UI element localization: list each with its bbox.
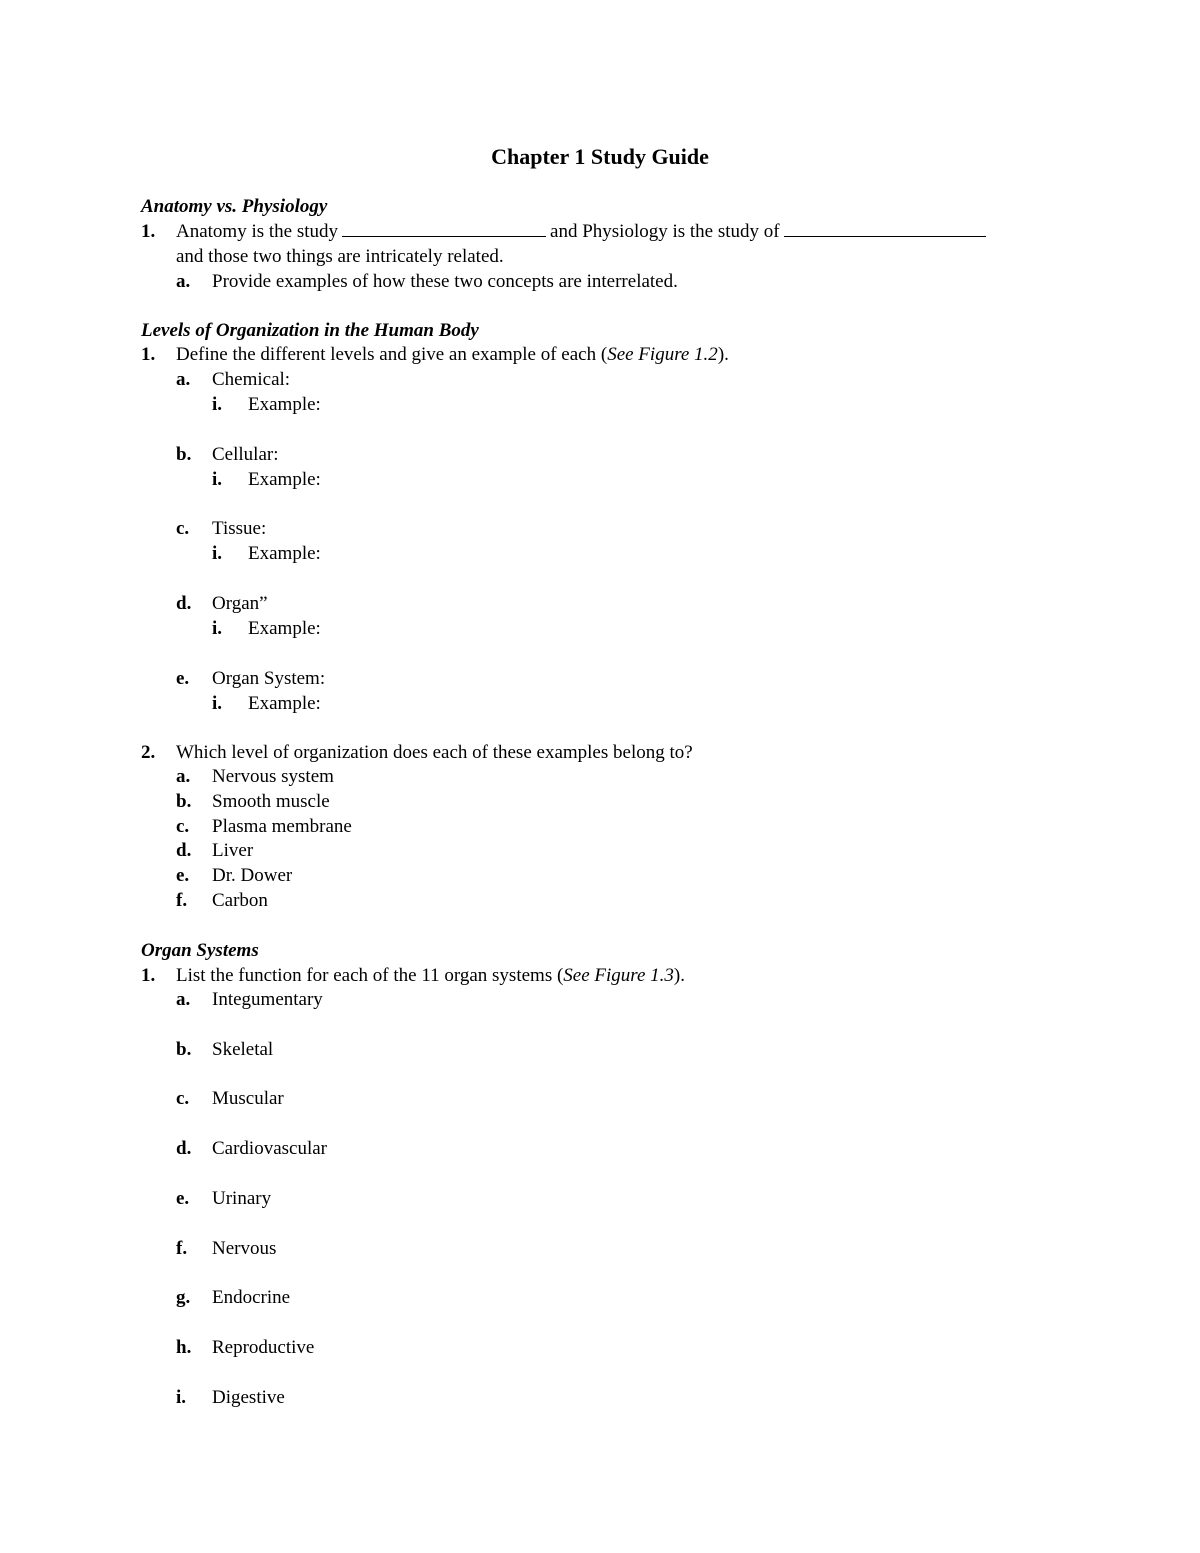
organ-system-name: Nervous	[212, 1237, 277, 1259]
question-number: 1.	[141, 344, 156, 365]
example-item: Dr. Dower	[212, 865, 293, 887]
question-number: 2.	[141, 742, 156, 763]
answer-blank-anatomy[interactable]	[342, 221, 546, 237]
example-item: Plasma membrane	[212, 815, 352, 837]
example-letter: d.	[176, 840, 192, 862]
example-letter: b.	[176, 790, 192, 812]
example-item: Smooth muscle	[212, 790, 330, 812]
organ-system-name: Urinary	[212, 1187, 272, 1209]
organ-system-name: Skeletal	[212, 1038, 274, 1060]
question-text-part2: and Physiology is the study of	[550, 221, 780, 242]
example-letter: a.	[176, 766, 191, 787]
organ-system-name: Muscular	[212, 1088, 284, 1110]
example-number: i.	[212, 394, 223, 415]
organ-system-letter: b.	[176, 1038, 192, 1060]
question-number: 1.	[141, 965, 156, 986]
question-text-before: List the function for each of the 11 organ systems (	[176, 965, 564, 986]
organ-system-letter: f.	[176, 1237, 188, 1259]
organ-system-letter: i.	[176, 1386, 187, 1408]
sub-item-letter: a.	[176, 271, 191, 292]
question-text-continuation: and those two things are intricately related.	[176, 246, 504, 267]
level-label: Chemical:	[212, 369, 291, 390]
page-title: Chapter 1 Study Guide	[491, 144, 709, 169]
example-number: i.	[212, 469, 223, 490]
example-number: i.	[212, 543, 223, 564]
organ-system-letter: e.	[176, 1187, 190, 1209]
question-text	[176, 220, 986, 244]
figure-reference: See Figure 1.2	[607, 344, 718, 365]
question-text-after: ).	[717, 344, 729, 365]
section-heading-anatomy-physiology: Anatomy vs. Physiology	[141, 196, 328, 217]
example-letter: c.	[176, 815, 190, 837]
level-letter: c.	[176, 518, 190, 539]
example-item: Carbon	[212, 890, 268, 911]
level-label: Organ”	[212, 593, 268, 614]
level-letter: d.	[176, 593, 192, 614]
sub-item-text: Provide examples of how these two concepts are interrelated.	[212, 271, 678, 292]
level-label: Tissue:	[212, 518, 267, 539]
level-label: Organ System:	[212, 668, 326, 689]
organ-system-name: Digestive	[212, 1386, 285, 1408]
example-letter: f.	[176, 890, 188, 911]
section-heading-levels-of-organization: Levels of Organization in the Human Body	[141, 320, 479, 341]
organ-system-name: Endocrine	[212, 1287, 291, 1309]
example-item: Liver	[212, 840, 254, 862]
example-number: i.	[212, 693, 223, 714]
question-number: 1.	[141, 221, 156, 242]
organ-system-letter: a.	[176, 989, 191, 1010]
level-letter: b.	[176, 444, 192, 465]
organ-system-letter: c.	[176, 1088, 190, 1110]
example-label: Example:	[248, 394, 321, 415]
level-letter: a.	[176, 369, 191, 390]
question-text	[176, 964, 685, 988]
example-label: Example:	[248, 693, 321, 714]
example-letter: e.	[176, 865, 190, 887]
example-label: Example:	[248, 469, 321, 490]
level-label: Cellular:	[212, 444, 279, 465]
organ-system-letter: g.	[176, 1287, 191, 1309]
example-number: i.	[212, 618, 223, 639]
question-text: Which level of organization does each of these examples belong to?	[176, 742, 693, 763]
answer-blank-physiology[interactable]	[784, 221, 986, 237]
example-label: Example:	[248, 618, 321, 639]
level-letter: e.	[176, 668, 190, 689]
question-text-after: ).	[673, 965, 685, 986]
example-item: Nervous system	[212, 766, 334, 787]
question-text	[176, 343, 729, 367]
section-heading-organ-systems: Organ Systems	[141, 940, 259, 961]
question-text-before: Define the different levels and give an example of each (	[176, 344, 608, 365]
organ-system-name: Reproductive	[212, 1336, 315, 1358]
example-label: Example:	[248, 543, 321, 564]
figure-reference: See Figure 1.3	[563, 965, 674, 986]
organ-system-letter: h.	[176, 1336, 192, 1358]
question-text-part1: Anatomy is the study	[176, 221, 339, 242]
organ-system-name: Integumentary	[212, 989, 323, 1010]
organ-system-name: Cardiovascular	[212, 1138, 328, 1160]
organ-system-letter: d.	[176, 1138, 192, 1160]
